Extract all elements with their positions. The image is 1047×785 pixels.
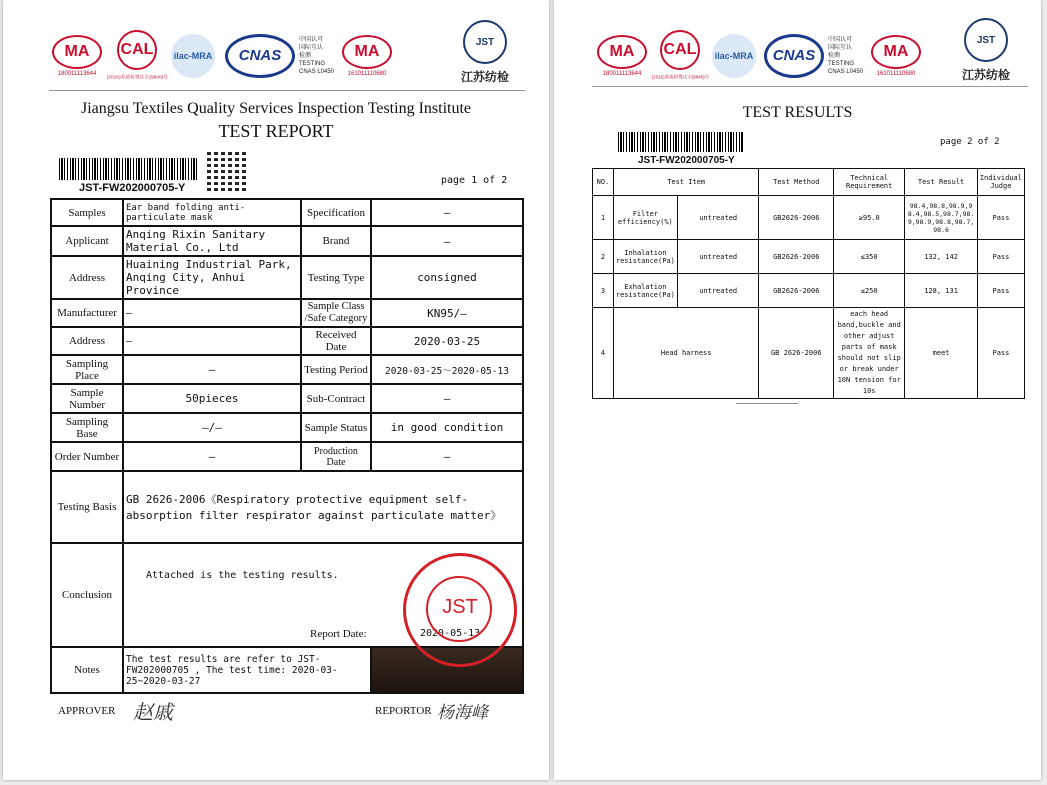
header-technical-requirement: Technical Requirement xyxy=(834,169,905,196)
header-individual-judge: Individual Judge xyxy=(977,169,1024,196)
row-method: GB2626-2006 xyxy=(759,240,834,274)
production-date-value: — xyxy=(371,442,523,471)
results-title: TEST RESULTS xyxy=(742,104,853,121)
row-judge: Pass xyxy=(977,196,1024,240)
received-date-label: Received Date xyxy=(301,327,371,355)
report-title: TEST REPORT xyxy=(218,121,334,141)
specification-label: Specification xyxy=(301,199,371,226)
cal-logo: CAL (2016)苏质检资认字(9840)号 xyxy=(109,30,165,81)
row-no: 4 xyxy=(593,308,614,399)
header-divider-p2 xyxy=(592,86,1028,87)
testing-basis-label: Testing Basis xyxy=(51,471,123,543)
header-no: NO. xyxy=(593,169,614,196)
row-method: GB2626-2006 xyxy=(759,274,834,308)
testing-type-label: Testing Type xyxy=(301,256,371,299)
row-judge: Pass xyxy=(977,274,1024,308)
manufacturer-label: Manufacturer xyxy=(51,299,123,327)
row-requirement: ≥95.0 xyxy=(834,196,905,240)
barcode-p2 xyxy=(618,132,744,152)
row-result: 128, 131 xyxy=(905,274,978,308)
table-row xyxy=(593,274,1025,308)
cma-logo-2-p2: MA 161011110680 xyxy=(868,35,924,77)
jst-logo: JST 江苏纺检 xyxy=(461,20,509,85)
row-condition: untreated xyxy=(677,240,759,274)
ilac-mra-logo-p2: ilac-MRA xyxy=(712,34,756,78)
reportor-signature: 杨海峰 xyxy=(437,703,488,723)
sampling-base-label: Sampling Base xyxy=(51,413,123,442)
row-condition: untreated xyxy=(677,196,759,240)
end-line: ——————————————————— xyxy=(736,399,798,407)
sample-status-label: Sample Status xyxy=(301,413,371,442)
sample-number-value: 50pieces xyxy=(123,384,301,413)
table-row xyxy=(593,240,1025,274)
institute-name: Jiangsu Textiles Quality Services Inspection Testing Institute xyxy=(81,100,471,117)
cma-logo-p2: MA 180011113644 xyxy=(594,35,650,77)
sub-contract-label: Sub-Contract xyxy=(301,384,371,413)
order-number-value: — xyxy=(123,442,301,471)
notes-value: The test results are refer to JST-FW202000705 , The test time: 2020-03-25~2020-03-27 xyxy=(123,647,371,693)
cnas-text: 中国认可 国际互认 检测 TESTING CNAS L0450 xyxy=(299,36,335,75)
row-result: 98.4,98.8,98.9,98.4,98.5,98.7,98.9,98.9,98.8,98.7,98.6 xyxy=(905,196,978,240)
report-date-label: Report Date: xyxy=(310,628,367,640)
row-requirement: ≤250 xyxy=(834,274,905,308)
report-page-2 xyxy=(554,0,1041,780)
row-method: GB2626-2006 xyxy=(759,196,834,240)
applicant-value: Anqing Rixin Sanitary Material Co., Ltd xyxy=(123,226,301,256)
conclusion-label: Conclusion xyxy=(51,543,123,647)
specification-value: — xyxy=(371,199,523,226)
testing-period-label: Testing Period xyxy=(301,355,371,384)
row-requirement: ≤350 xyxy=(834,240,905,274)
accreditation-logos-p2 xyxy=(594,30,924,81)
notes-label: Notes xyxy=(51,647,123,693)
applicant-label: Applicant xyxy=(51,226,123,256)
order-number-label: Order Number xyxy=(51,442,123,471)
row-result: 132, 142 xyxy=(905,240,978,274)
sample-class-value: KN95/— xyxy=(371,299,523,327)
header-test-item: Test Item xyxy=(613,169,759,196)
sub-contract-value: — xyxy=(371,384,523,413)
header-test-method: Test Method xyxy=(759,169,834,196)
report-number-p2: JST-FW202000705-Y xyxy=(638,155,735,166)
address-label: Address xyxy=(51,256,123,299)
row-item: Exhalation resistance(Pa) xyxy=(613,274,677,308)
cnas-text-p2: 中国认可 国际互认 检测 TESTING CNAS L0450 xyxy=(828,36,864,75)
sampling-place-label: Sampling Place xyxy=(51,355,123,384)
row-item: Filter efficiency(%) xyxy=(613,196,677,240)
approver-signature: 赵戚 xyxy=(133,700,173,724)
row-no: 1 xyxy=(593,196,614,240)
manufacturer-value: — xyxy=(123,299,301,327)
header-test-result: Test Result xyxy=(905,169,978,196)
row-condition: untreated xyxy=(677,274,759,308)
received-date-value: 2020-03-25 xyxy=(371,327,523,355)
brand-label: Brand xyxy=(301,226,371,256)
report-date-value: 2020-05-13 xyxy=(420,628,481,639)
qr-code xyxy=(207,149,249,191)
cma-logo: MA 180011113644 xyxy=(49,35,105,77)
sample-status-value: in good condition xyxy=(371,413,523,442)
barcode xyxy=(59,158,199,180)
row-no: 2 xyxy=(593,240,614,274)
cnas-logo-p2: CNAS xyxy=(764,34,824,78)
reportor-label: REPORTOR xyxy=(375,705,432,717)
address-value: Huaining Industrial Park, Anqing City, Anhui Province xyxy=(123,256,301,299)
testing-period-value: 2020-03-25～2020-05-13 xyxy=(371,355,523,384)
testing-type-value: consigned xyxy=(371,256,523,299)
sampling-place-value: — xyxy=(123,355,301,384)
row-requirement: each head band,buckle and other adjust parts of mask should not slip or break under 10N tension for 10s xyxy=(834,308,905,399)
report-number: JST-FW202000705-Y xyxy=(79,182,186,194)
cnas-logo: CNAS xyxy=(225,34,295,78)
brand-value: — xyxy=(371,226,523,256)
address2-label: Address xyxy=(51,327,123,355)
address2-value: — xyxy=(123,327,301,355)
production-date-label: Production Date xyxy=(301,442,371,471)
accreditation-logos xyxy=(49,30,395,81)
samples-label: Samples xyxy=(51,199,123,226)
ilac-mra-logo: ilac-MRA xyxy=(171,34,215,78)
jst-logo-p2: JST 江苏纺检 xyxy=(962,18,1010,83)
test-results-table xyxy=(592,168,1025,399)
page-indicator-p2: page 2 of 2 xyxy=(940,137,1000,147)
table-row xyxy=(593,308,1025,399)
cal-logo-p2: CAL (2016)苏质检资认字(9840)号 xyxy=(652,30,708,81)
samples-value: Ear band folding anti-particulate mask xyxy=(123,199,301,226)
row-item: Head harness xyxy=(613,308,759,399)
row-no: 3 xyxy=(593,274,614,308)
approver-label: APPROVER xyxy=(58,705,116,717)
cma-logo-2: MA 161011110680 xyxy=(339,35,395,77)
official-seal: JST xyxy=(403,553,517,667)
page-indicator: page 1 of 2 xyxy=(441,175,508,186)
conclusion-value: Attached is the testing results. xyxy=(146,570,339,581)
row-judge: Pass xyxy=(977,308,1024,399)
row-judge: Pass xyxy=(977,240,1024,274)
row-method: GB 2626-2006 xyxy=(759,308,834,399)
sample-number-label: Sample Number xyxy=(51,384,123,413)
row-item: Inhalation resistance(Pa) xyxy=(613,240,677,274)
sampling-base-value: —/— xyxy=(123,413,301,442)
table-row xyxy=(593,196,1025,240)
sample-class-label: Sample Class /Safe Category xyxy=(301,299,371,327)
header-divider xyxy=(49,90,525,91)
report-page-1 xyxy=(3,0,549,780)
row-result: meet xyxy=(905,308,978,399)
testing-basis-value: GB 2626-2006《Respiratory protective equipment self-absorption filter respirator against particulate matter》 xyxy=(123,471,523,543)
